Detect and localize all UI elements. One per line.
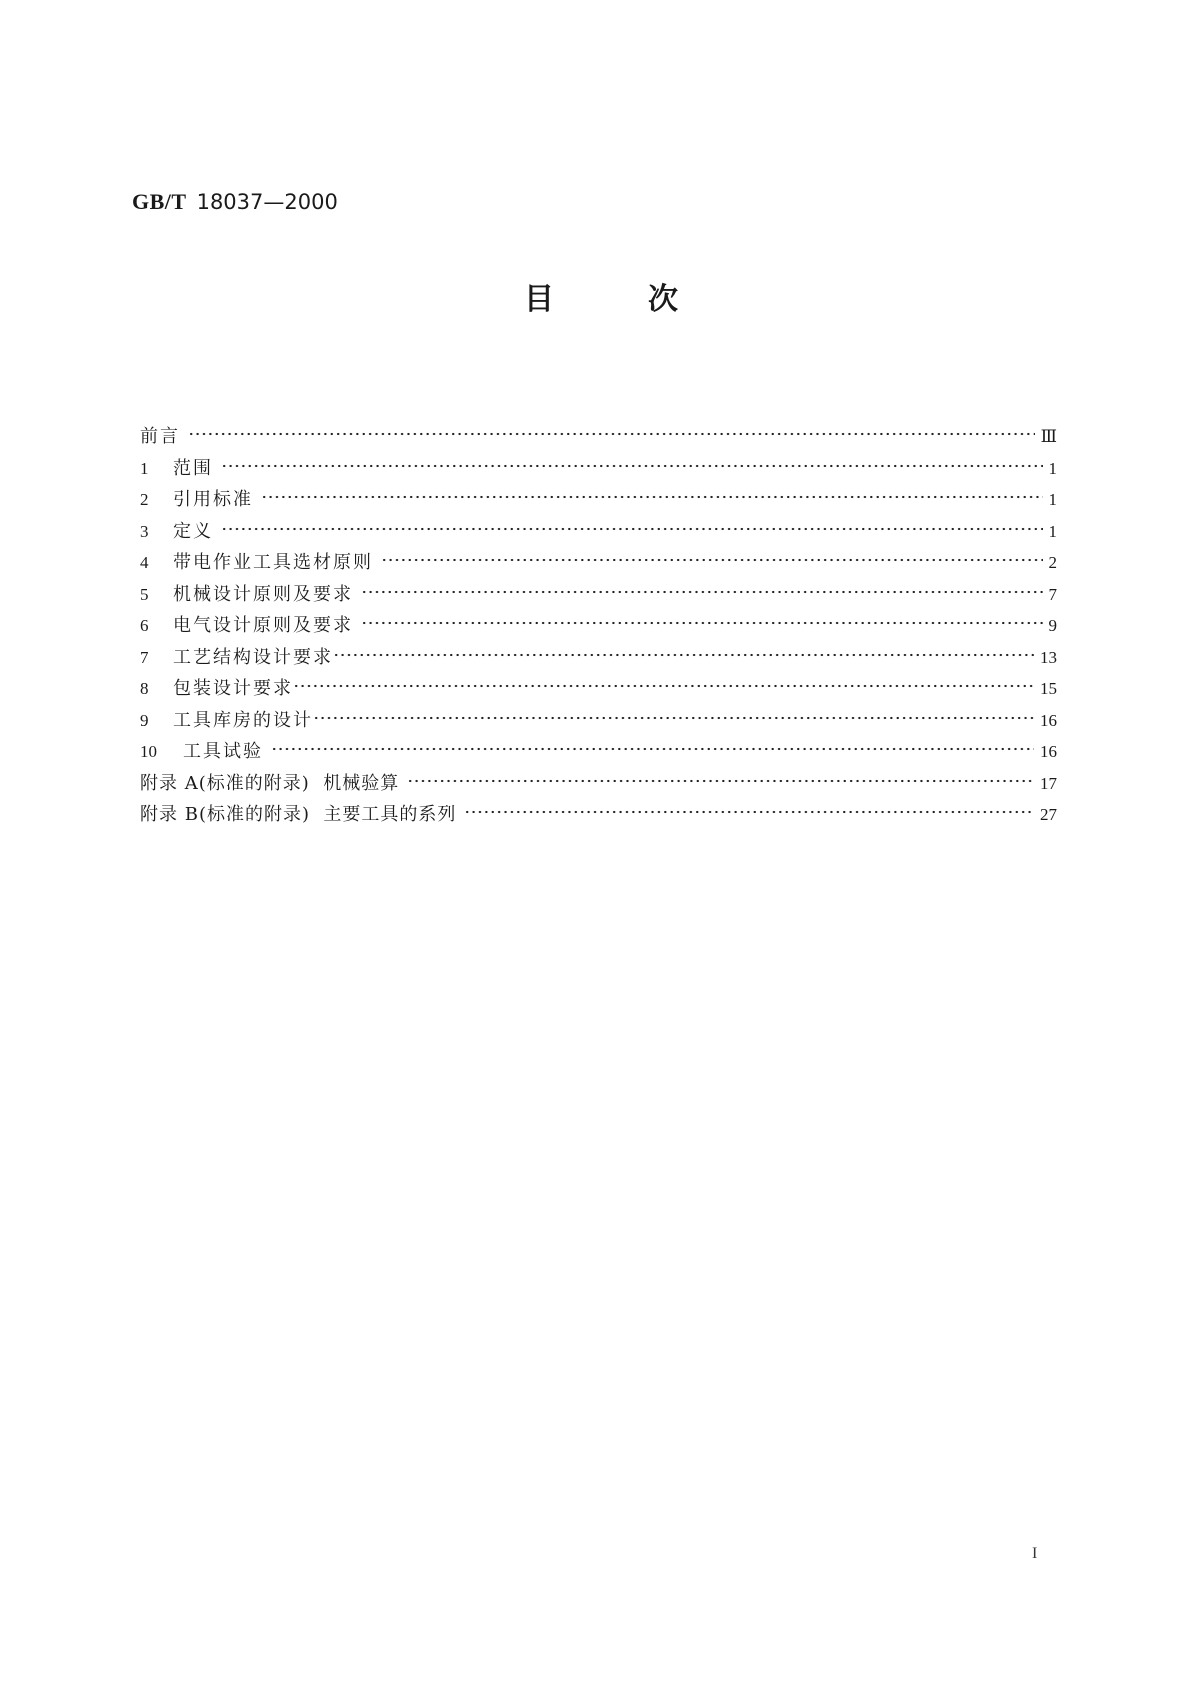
toc-entry-6[interactable] bbox=[140, 610, 1057, 642]
dot-leader bbox=[361, 621, 1043, 625]
toc-entry-page: 9 bbox=[1048, 616, 1057, 635]
toc-entry-2[interactable] bbox=[140, 484, 1057, 516]
toc-entry-1[interactable] bbox=[140, 453, 1057, 485]
toc-entry-number: 3 bbox=[140, 521, 149, 541]
toc-entry-label: 定义 bbox=[173, 520, 213, 542]
page-title bbox=[0, 282, 1191, 322]
standard-prefix: GB/T bbox=[132, 189, 187, 214]
toc-entry-number: 10 bbox=[140, 742, 157, 761]
toc-entry-number: 4 bbox=[140, 553, 149, 572]
dot-leader bbox=[188, 432, 1035, 436]
toc-entry-page: 15 bbox=[1040, 679, 1057, 698]
dot-leader bbox=[381, 558, 1043, 562]
toc-entry-page: 17 bbox=[1040, 773, 1057, 793]
toc-entry-number: 1 bbox=[140, 458, 149, 478]
toc-entry-5[interactable] bbox=[140, 579, 1057, 611]
toc-entry-label: 附录 A(标准的附录) 机械验算 bbox=[140, 772, 400, 794]
toc-entry-page: 16 bbox=[1040, 710, 1057, 730]
toc-entry-number: 6 bbox=[140, 616, 149, 635]
toc-entry-label: 范围 bbox=[173, 457, 213, 479]
toc-entry-page: 27 bbox=[1040, 805, 1057, 824]
toc-entry-label: 机械设计原则及要求 bbox=[173, 583, 353, 605]
toc-entry-label: 电气设计原则及要求 bbox=[173, 615, 353, 636]
dot-leader bbox=[261, 495, 1043, 499]
toc-entry-number: 9 bbox=[140, 710, 149, 730]
toc-entry-8[interactable] bbox=[140, 673, 1057, 705]
page-number: I bbox=[1032, 1545, 1038, 1562]
dot-leader bbox=[221, 527, 1043, 531]
toc-entry-10[interactable] bbox=[140, 736, 1057, 768]
dot-leader bbox=[407, 779, 1034, 783]
toc-entry-label: 工具试验 bbox=[183, 741, 263, 762]
title-char-2: 次 bbox=[648, 282, 678, 317]
dot-leader bbox=[271, 747, 1034, 751]
dot-leader bbox=[313, 716, 1034, 720]
toc-entry-7[interactable] bbox=[140, 642, 1057, 674]
dot-leader bbox=[293, 684, 1034, 688]
toc-entry-number: 2 bbox=[140, 490, 149, 509]
toc-entry-label: 包装设计要求 bbox=[173, 678, 293, 699]
toc-entry-3[interactable] bbox=[140, 516, 1057, 548]
toc-entry-number: 8 bbox=[140, 679, 149, 698]
toc-entry-page: 1 bbox=[1048, 458, 1057, 478]
dot-leader bbox=[221, 464, 1043, 468]
toc-entry-label: 工艺结构设计要求 bbox=[173, 646, 333, 668]
toc-entry-label: 前言 bbox=[140, 426, 180, 447]
toc-entry-label: 工具库房的设计 bbox=[173, 709, 313, 731]
dot-leader bbox=[333, 653, 1034, 657]
toc-entry-appendix-b[interactable] bbox=[140, 799, 1057, 831]
table-of-contents bbox=[140, 421, 1057, 831]
toc-entry-page: 13 bbox=[1040, 647, 1057, 667]
toc-entry-9[interactable] bbox=[140, 705, 1057, 737]
toc-entry-page: 1 bbox=[1048, 521, 1057, 541]
toc-entry-number: 5 bbox=[140, 584, 149, 604]
standard-code bbox=[132, 190, 338, 215]
dot-leader bbox=[464, 810, 1034, 814]
toc-entry-page: 7 bbox=[1048, 584, 1057, 604]
title-char-1: 目 bbox=[524, 282, 554, 317]
dot-leader bbox=[361, 590, 1043, 594]
standard-number: 18037—2000 bbox=[196, 190, 338, 214]
toc-entry-4[interactable] bbox=[140, 547, 1057, 579]
toc-entry-label: 引用标准 bbox=[173, 489, 253, 510]
toc-entry-foreword[interactable] bbox=[140, 421, 1057, 453]
toc-entry-page: 16 bbox=[1040, 742, 1057, 761]
toc-entry-label: 附录 B(标准的附录) 主要工具的系列 bbox=[140, 804, 457, 825]
toc-entry-page: 2 bbox=[1048, 553, 1057, 572]
toc-entry-appendix-a[interactable] bbox=[140, 768, 1057, 800]
toc-entry-page: Ⅲ bbox=[1040, 427, 1057, 446]
toc-entry-number: 7 bbox=[140, 647, 149, 667]
toc-entry-label: 带电作业工具选材原则 bbox=[173, 552, 373, 573]
toc-entry-page: 1 bbox=[1048, 490, 1057, 509]
